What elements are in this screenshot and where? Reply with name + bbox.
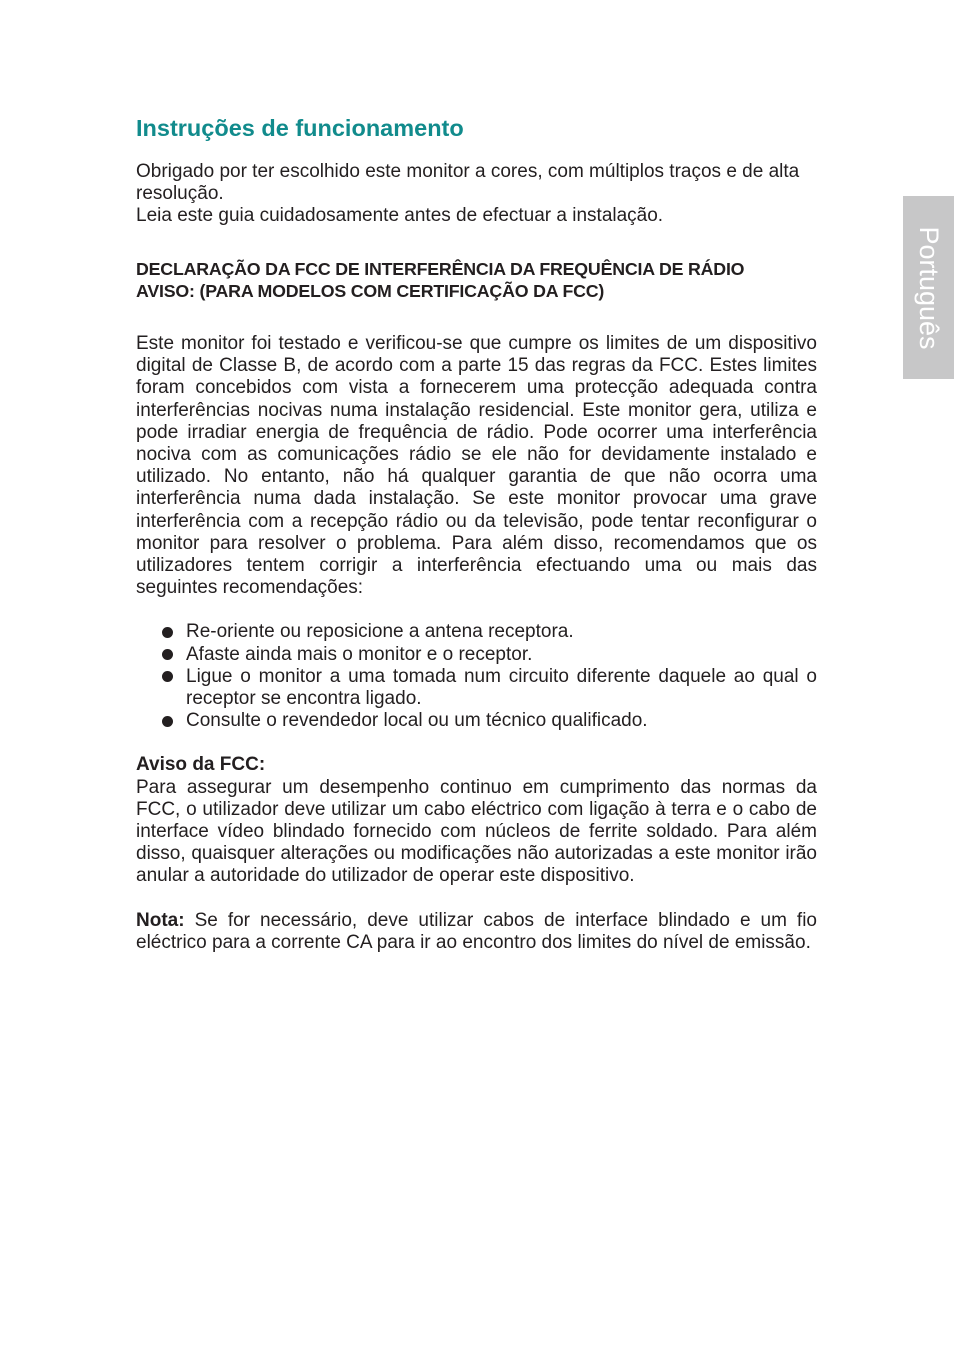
bullet-icon [162, 716, 173, 727]
language-tab-label: Português [913, 225, 944, 350]
document-content [136, 112, 817, 954]
intro-paragraph-read-guide: Leia este guia cuidadosamente antes de efectuar a instalação. [136, 205, 664, 227]
page-title: Instruções de funcionamento [136, 115, 464, 141]
fcc-notice-heading: Aviso da FCC: [136, 754, 266, 776]
list-item [136, 621, 817, 643]
fcc-notice-paragraph: Para assegurar um desempenho continuo em cumprimento das normas da FCC, o utilizador deve utilizar um cabo eléctrico com ligação à terra e o cabo de interface vídeo blindado fornecido com núcleos de ferrite soldado. Para além disso, quaisquer alterações ou modificações não autorizadas a este monitor irão anular a autoridade do utilizador de operar este dispositivo. [136, 776, 817, 887]
note-label: Nota: [136, 909, 185, 931]
list-item-text: Ligue o monitor a uma tomada num circuito diferente daquele ao qual o receptor se encontra ligado. [186, 665, 817, 710]
fcc-heading [136, 258, 817, 302]
intro-section [136, 161, 817, 228]
bullet-icon [162, 627, 173, 638]
list-item [136, 666, 817, 710]
fcc-statement-paragraph: Este monitor foi testado e verificou-se que cumpre os limites de um dispositivo digital de Classe B, de acordo com a parte 15 das regras da FCC. Estes limites foram concebidos com vista a fornecerem uma protecção adequada contra interferências nocivas numa instalação residencial. Este monitor gera, utiliza e pode irradiar energia de frequência de rádio. Pode ocorrer uma interferência nociva com as comunicações rádio se ele não for devidamente instalado e utilizado. No entanto, não há qualquer garantia de que não ocorra uma interferência numa dada instalação. Se este monitor provocar uma grave interferência com a recepção rádio ou da televisão, pode tentar reconfigurar o monitor para resolver o problema. Para além disso, recomendamos que os utilizadores tentem corrigir a interferência efectuando uma ou mais das seguintes recomendações: [136, 333, 817, 599]
recommendations-list [136, 621, 817, 732]
intro-paragraph-thanks: Obrigado por ter escolhido este monitor a cores, com múltiplos traços e de alta resolução. [136, 161, 800, 205]
list-item-text: Re-oriente ou reposicione a antena receptora. [186, 621, 574, 643]
language-tab [903, 196, 954, 379]
fcc-heading-line-1: DECLARAÇÃO DA FCC DE INTERFERÊNCIA DA FREQUÊNCIA DE RÁDIO [136, 258, 745, 279]
fcc-notice-section [136, 754, 817, 887]
note-paragraph [136, 910, 817, 954]
bullet-icon [162, 649, 173, 660]
list-item [136, 644, 817, 666]
list-item-text: Afaste ainda mais o monitor e o receptor. [186, 643, 533, 665]
bullet-icon [162, 671, 173, 682]
list-item [136, 710, 817, 732]
fcc-heading-line-2: AVISO: (PARA MODELOS COM CERTIFICAÇÃO DA FCC) [136, 280, 605, 301]
list-item-text: Consulte o revendedor local ou um técnico qualificado. [186, 710, 648, 732]
note-text: Se for necessário, deve utilizar cabos de interface blindado e um fio eléctrico para a corrente CA para ir ao encontro dos limites do nível de emissão. [136, 909, 817, 953]
